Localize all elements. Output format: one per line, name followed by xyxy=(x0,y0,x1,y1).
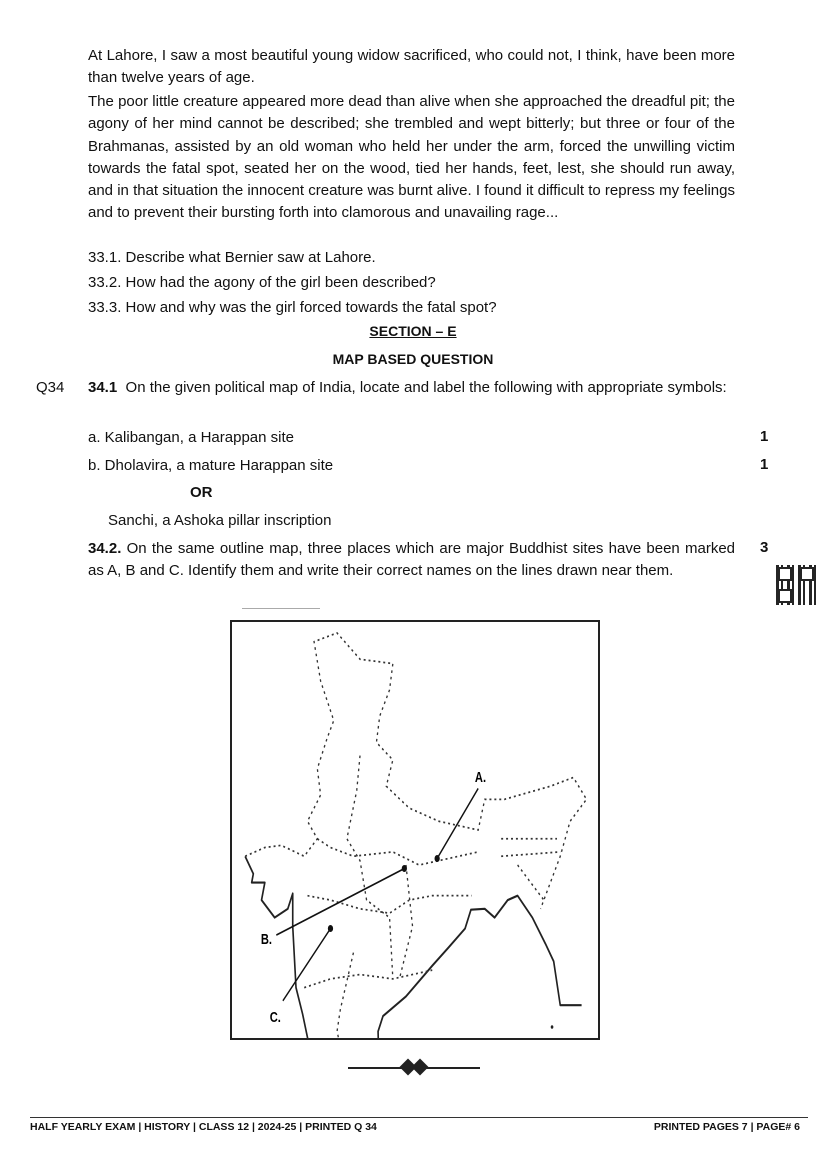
section-subtitle: MAP BASED QUESTION xyxy=(332,351,494,367)
islands xyxy=(273,1025,562,1038)
item-b: b. Dholavira, a mature Harappan site xyxy=(88,457,334,474)
question-33-2: 33.2. How had the agony of the girl been described? xyxy=(88,274,436,291)
map-label-c: C. xyxy=(269,1008,281,1026)
or-label: OR xyxy=(190,484,213,501)
pointer-lines xyxy=(276,788,478,1000)
sub-number: 34.1 xyxy=(88,379,118,396)
marks-b: 1 xyxy=(760,456,769,473)
marker-c xyxy=(328,925,333,932)
marker-b xyxy=(402,865,407,872)
item-alt: Sanchi, a Ashoka pillar inscription xyxy=(108,512,332,529)
question-34-1 xyxy=(88,377,735,399)
marker-a xyxy=(435,855,440,862)
end-ornament xyxy=(348,1067,480,1069)
item-a: a. Kalibangan, a Harappan site xyxy=(88,429,294,446)
section-title: SECTION – E xyxy=(369,323,457,339)
qr-code[interactable] xyxy=(776,565,816,605)
question-number: Q34 xyxy=(36,379,65,396)
passage-paragraph-2: The poor little creature appeared more dead than alive when she approached the dreadful pit; the agony of her mind cannot be described; she trembled and wept bitterly; but three or four of the Brahmanas, assisted by an old woman who held her under the arm, forced the unwilling victim towards the fatal spot, seated her on the wood, tied her hands, feet, lest, she should run away, and in that situation the innocent creature was burnt alive. I found it difficult to repress my feelings and to prevent their bursting forth into clamorous and unavailing rage... xyxy=(88,93,735,222)
map-label-a: A. xyxy=(474,768,487,786)
sub-text: On the same outline map, three places which are major Buddhist sites have been marked as A, B and C. Identify them and write their correct names on the lines drawn near them. xyxy=(88,540,736,580)
passage-paragraph-1: At Lahore, I saw a most beautiful young widow sacrificed, who could not, I think, have been more than twelve years of age. xyxy=(88,47,735,87)
marks-a: 1 xyxy=(760,428,769,445)
footer-page-info: PRINTED PAGES 7 | PAGE# 6 xyxy=(653,1121,800,1133)
marks-34-2: 3 xyxy=(760,539,769,556)
map-label-b: B. xyxy=(260,930,273,948)
page-footer xyxy=(30,1117,808,1133)
question-33-1: 33.1. Describe what Bernier saw at Lahore. xyxy=(88,249,376,266)
question-33-3: 33.3. How and why was the girl forced towards the fatal spot? xyxy=(88,299,497,316)
state-borders xyxy=(245,633,586,1038)
sub-text: On the given political map of India, locate and label the following with appropriate symbols: xyxy=(125,379,727,396)
coastline xyxy=(245,856,581,1038)
footer-exam-info: HALF YEARLY EXAM | HISTORY | CLASS 12 | 2024-25 | PRINTED Q 34 xyxy=(30,1121,377,1133)
question-34-2 xyxy=(88,538,735,583)
india-outline-map xyxy=(230,620,600,1040)
divider-line xyxy=(242,608,320,609)
sub-number: 34.2. xyxy=(88,540,122,557)
site-markers xyxy=(328,855,440,932)
